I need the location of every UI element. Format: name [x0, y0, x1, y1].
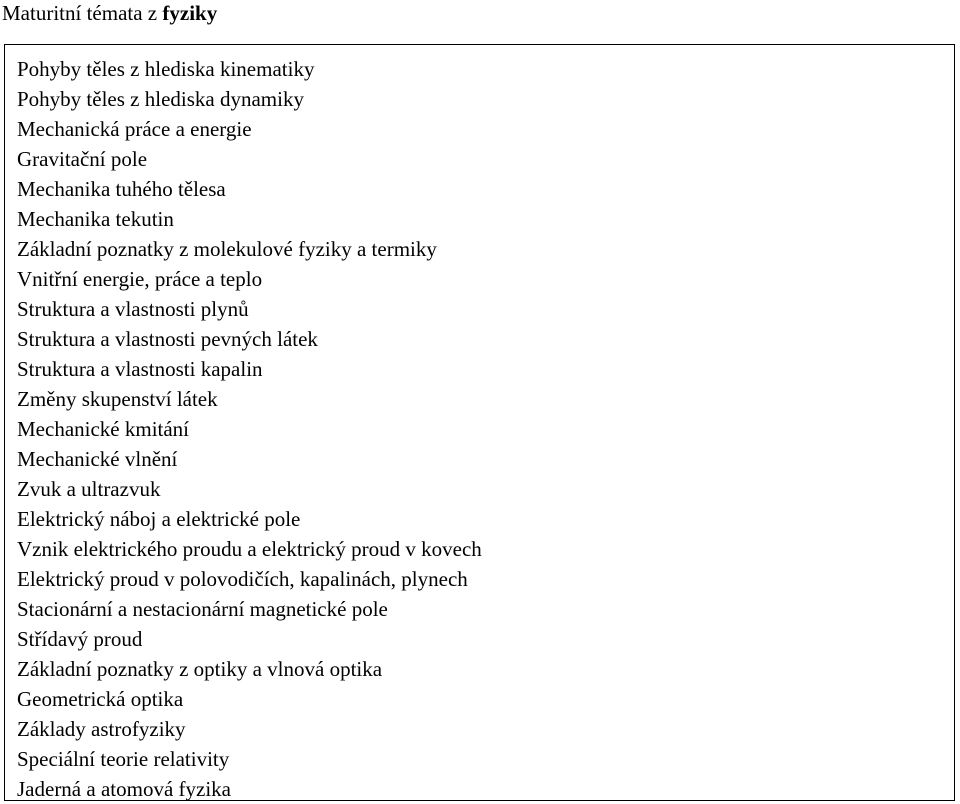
page-title	[2, 0, 217, 26]
topic-item: Struktura a vlastnosti pevných látek	[17, 327, 318, 351]
topic-item: Elektrický náboj a elektrické pole	[17, 507, 301, 531]
topic-item: Struktura a vlastnosti plynů	[17, 297, 249, 321]
topic-item: Stacionární a nestacionární magnetické pole	[17, 597, 388, 621]
topic-item: Základní poznatky z optiky a vlnová optika	[17, 657, 383, 681]
page-title-prefix: Maturitní témata z	[2, 1, 163, 25]
topic-item: Vznik elektrického proudu a elektrický proud v kovech	[17, 537, 482, 561]
topic-item: Mechanické vlnění	[17, 447, 178, 471]
topic-item: Mechanická práce a energie	[17, 117, 252, 141]
topic-item: Základy astrofyziky	[17, 717, 186, 741]
page-title-subject: fyziky	[162, 1, 218, 25]
topics-table	[4, 44, 955, 801]
topic-item: Vnitřní energie, práce a teplo	[17, 267, 263, 291]
topic-item: Pohyby těles z hlediska dynamiky	[17, 87, 304, 111]
topic-item: Zvuk a ultrazvuk	[17, 477, 161, 501]
topic-item: Změny skupenství látek	[17, 387, 218, 411]
topic-item: Geometrická optika	[17, 687, 184, 711]
topics-list	[17, 54, 482, 804]
topic-item: Gravitační pole	[17, 147, 148, 171]
topic-item: Mechanika tuhého tělesa	[17, 177, 226, 201]
topic-item: Pohyby těles z hlediska kinematiky	[17, 57, 315, 81]
topic-item: Základní poznatky z molekulové fyziky a termiky	[17, 237, 437, 261]
topic-item: Mechanické kmitání	[17, 417, 190, 441]
topic-item: Speciální teorie relativity	[17, 747, 230, 771]
topic-item: Struktura a vlastnosti kapalin	[17, 357, 263, 381]
topic-item: Střídavý proud	[17, 627, 143, 651]
topic-item: Mechanika tekutin	[17, 207, 174, 231]
topic-item: Jaderná a atomová fyzika	[17, 777, 231, 801]
topic-item: Elektrický proud v polovodičích, kapalinách, plynech	[17, 567, 468, 591]
